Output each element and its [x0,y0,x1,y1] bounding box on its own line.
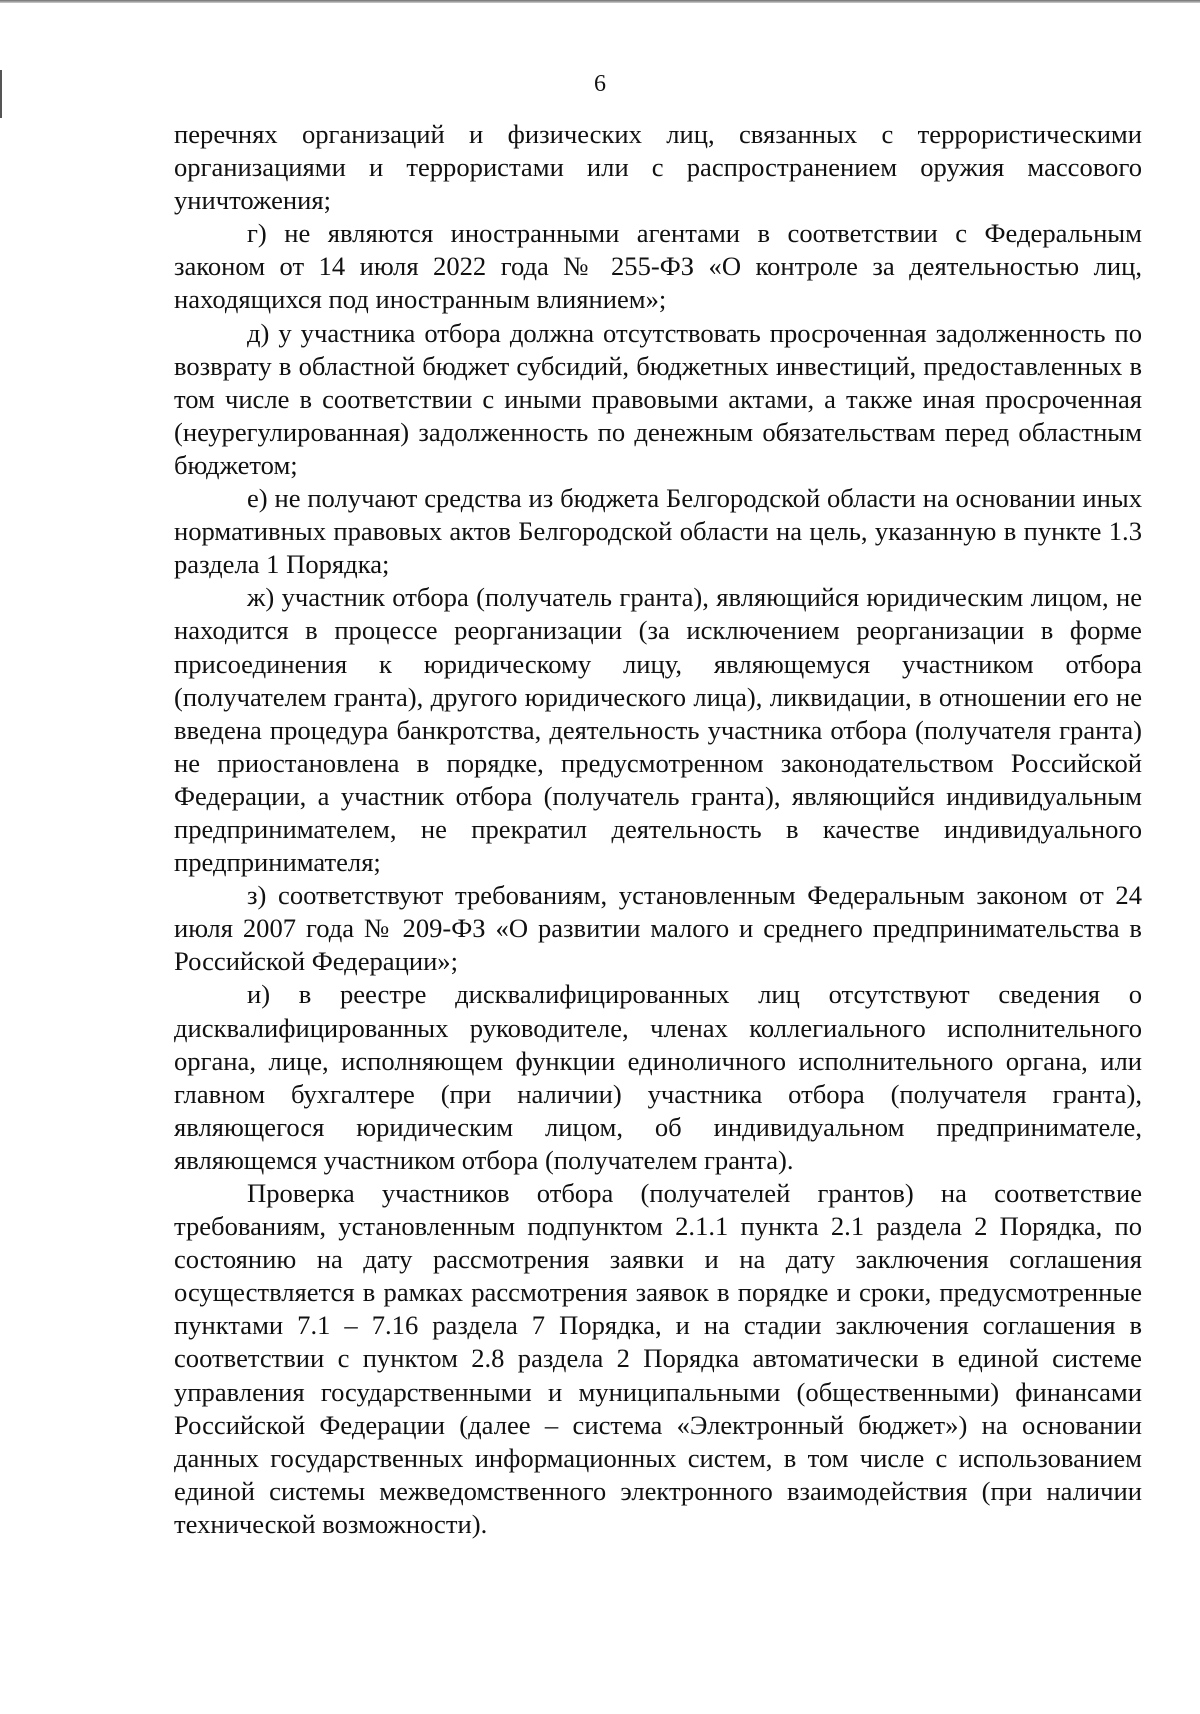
paragraph-item-g: г) не являются иностранными агентами в соответствии с Федеральным законом от 14 июля 2022 года № 255-ФЗ «О контроле за деятельностью лиц, находящихся под иностранным влиянием»; [174,218,1142,315]
paragraph-item-z: з) соответствуют требованиям, установленным Федеральным законом от 24 июля 2007 года № 209-ФЗ «О развитии малого и среднего предпринимательства в Российской Федерации»; [174,880,1142,977]
paragraph-item-d: д) у участника отбора должна отсутствовать просроченная задолженность по возврату в областной бюджет субсидий, бюджетных инвестиций, предоставленных в том числе в соответствии с иными правовыми актами, а также иная просроченная (неурегулированная) задолженность по денежным обязательствам перед областным бюджетом; [174,317,1142,480]
paragraph-continuation: перечнях организаций и физических лиц, связанных с террористическими организациями и террористами или с распространением оружия массового уничтожения; [174,119,1142,216]
paragraph-verification: Проверка участников отбора (получателей грантов) на соответствие требованиям, установленным подпунктом 2.1.1 пункта 2.1 раздела 2 Порядка, по состоянию на дату рассмотрения заявки и на дату заключения соглашения осуществляется в рамках рассмотрения заявок в порядке и сроки, предусмотренные пунктами 7.1 – 7.16 раздела 7 Порядка, и на стадии заключения соглашения в соответствии с пунктом 2.8 раздела 2 Порядка автоматически в единой системе управления государственными и муниципальными (общественными) финансами Российской Федерации (далее – система «Электронный бюджет») на основании данных государственных информационных систем, в том числе с использованием единой системы межведомственного электронного взаимодействия (при наличии технической возможности). [174,1178,1142,1539]
paragraph-item-i: и) в реестре дисквалифицированных лиц отсутствуют сведения о дисквалифицированных руководителе, членах коллегиального исполнительного органа, лице, исполняющем функции единоличного исполнительного органа, или главном бухгалтере (при наличии) участника отбора (получателя гранта), являющегося юридическим лицом, об индивидуальном предпринимателе, являющемся участником отбора (получателем гранта). [174,979,1142,1175]
paragraph-item-e: е) не получают средства из бюджета Белгородской области на основании иных нормативных правовых актов Белгородской области на цель, указанную в пункте 1.3 раздела 1 Порядка; [174,483,1142,580]
paragraph-item-zh: ж) участник отбора (получатель гранта), являющийся юридическим лицом, не находится в процессе реорганизации (за исключением реорганизации в форме присоединения к юридическому лицу, являющемуся участником отбора (получателем гранта), другого юридического лица), ликвидации, в отношении его не введена процедура банкротства, деятельность участника отбора (получателя гранта) не приостановлена в порядке, предусмотренном законодательством Российской Федерации, а участник отбора (получатель гранта), являющийся индивидуальным предпринимателем, не прекратил деятельность в качестве индивидуального предпринимателя; [174,582,1142,878]
page-number: 6 [594,71,606,97]
document-body [174,118,1142,1541]
scan-border-top [0,0,1200,3]
